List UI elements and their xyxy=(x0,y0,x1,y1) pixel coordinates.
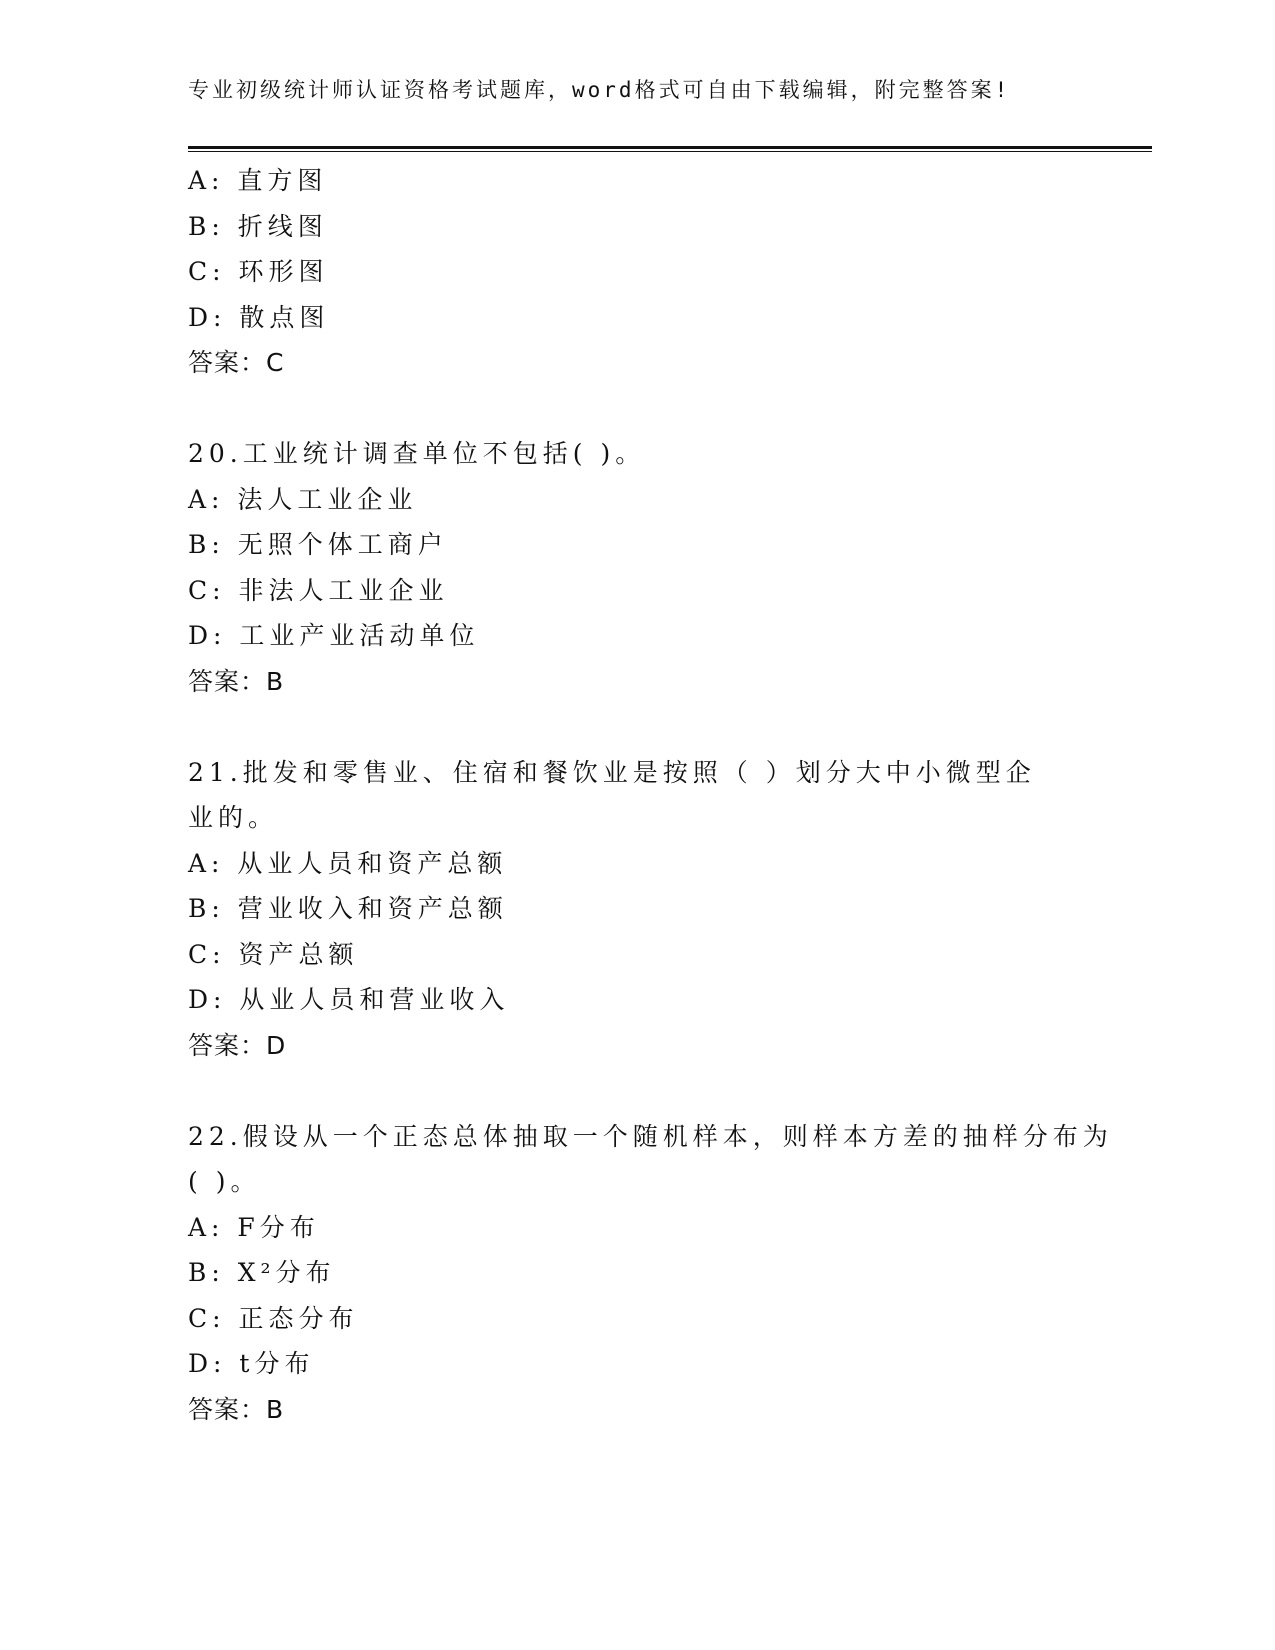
question-19 xyxy=(188,158,1088,386)
option-c: C: 正态分布 xyxy=(188,1303,359,1333)
option-d: D: 从业人员和营业收入 xyxy=(188,985,510,1014)
option-a: A: 法人工业企业 xyxy=(188,484,418,514)
option-d: D: 工业产业活动单位 xyxy=(188,621,480,650)
option-d: D: t分布 xyxy=(188,1349,315,1378)
option-c: C: 非法人工业企业 xyxy=(188,575,449,605)
question-list xyxy=(188,158,1113,1432)
option-d: D: 散点图 xyxy=(188,302,330,332)
option-b: B: X²分布 xyxy=(188,1258,336,1287)
option-a: A: F分布 xyxy=(188,1212,320,1242)
question-stem: 20.工业统计调查单位不包括( )。 xyxy=(188,439,646,468)
option-b: B: 折线图 xyxy=(188,211,328,241)
header-rule-thick xyxy=(188,146,1152,149)
option-b: B: 无照个体工商户 xyxy=(188,530,448,559)
answer: 答案：D xyxy=(188,1030,287,1060)
option-c: C: 资产总额 xyxy=(188,939,359,969)
option-c: C: 环形图 xyxy=(188,257,329,286)
option-a: A: 直方图 xyxy=(188,166,328,195)
question-stem-line-2: ( )。 xyxy=(188,1167,261,1196)
question-stem-line-1: 21.批发和零售业、住宿和餐饮业是按照（ ）划分大中小微型企 xyxy=(188,757,1036,787)
answer: 答案：B xyxy=(188,666,285,696)
question-22 xyxy=(188,1114,1113,1433)
page-header: 专业初级统计师认证资格考试题库，word格式可自由下载编辑，附完整答案! xyxy=(188,78,1011,102)
question-21 xyxy=(188,750,1088,1069)
option-a: A: 从业人员和资产总额 xyxy=(188,848,508,878)
question-20 xyxy=(188,431,1088,704)
option-b: B: 营业收入和资产总额 xyxy=(188,894,508,923)
question-stem-line-1: 22.假设从一个正态总体抽取一个随机样本，则样本方差的抽样分布为 xyxy=(188,1121,1113,1151)
header-rule-thin xyxy=(188,151,1152,152)
question-stem-line-2: 业的。 xyxy=(188,803,279,832)
answer: 答案：B xyxy=(188,1394,285,1424)
answer: 答案：C xyxy=(188,348,285,377)
